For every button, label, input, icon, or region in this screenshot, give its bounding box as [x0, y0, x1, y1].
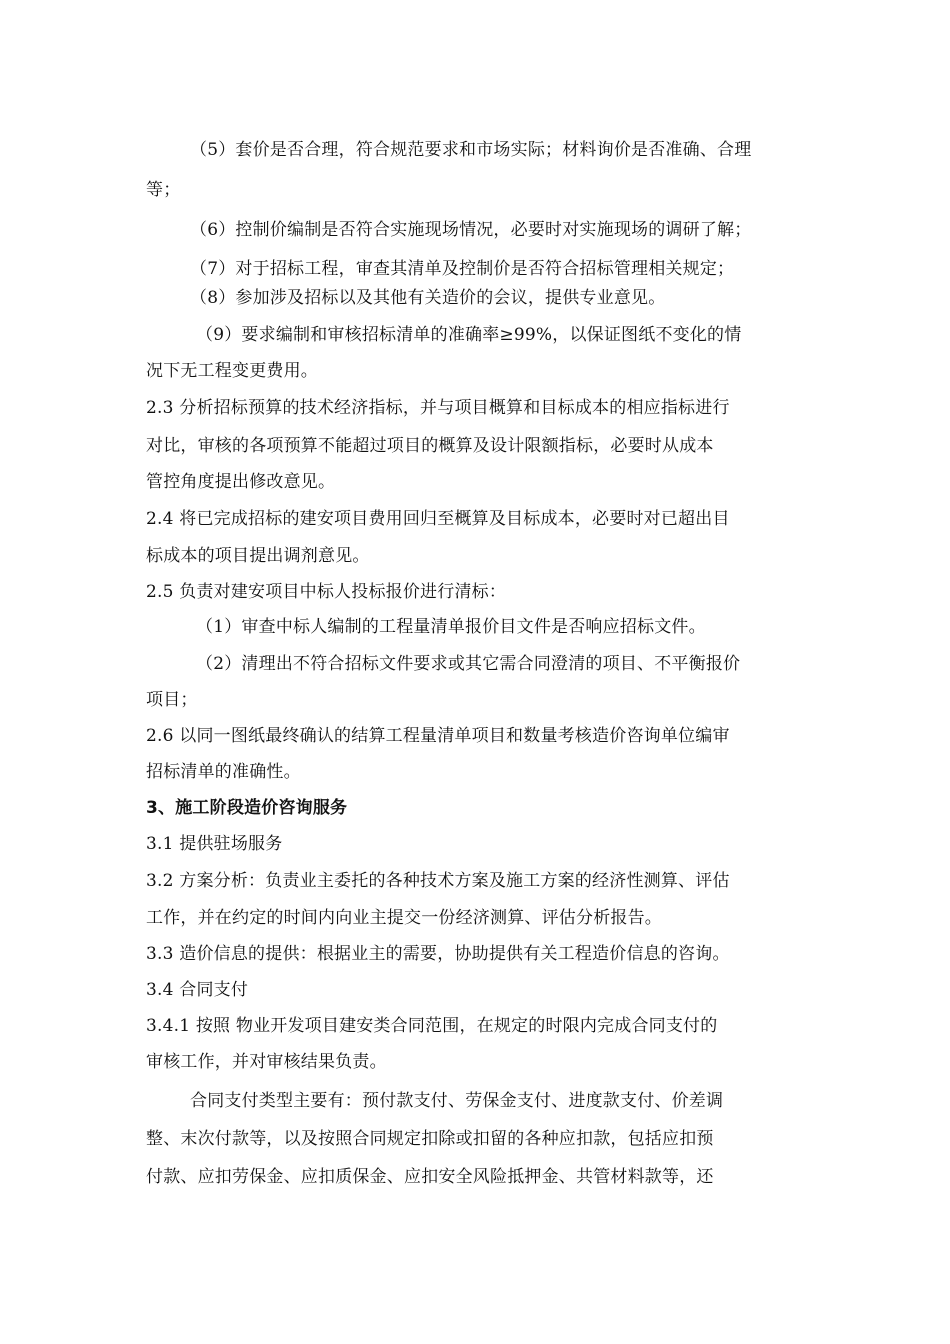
- text-line: 审核工作，并对审核结果负责。: [146, 1052, 387, 1072]
- text-line: 招标清单的准确性。: [146, 762, 301, 782]
- text-line: （9）要求编制和审核招标清单的准确率≥99%，以保证图纸不变化的情: [196, 325, 742, 345]
- text-line: 3.4.1 按照 物业开发项目建安类合同范围，在规定的时限内完成合同支付的: [146, 1016, 718, 1036]
- section-heading: 3、施工阶段造价咨询服务: [146, 798, 348, 818]
- text-line: 3.4 合同支付: [146, 980, 249, 1000]
- text-line: 项目；: [146, 690, 198, 710]
- text-line: 3.2 方案分析：负责业主委托的各种技术方案及施工方案的经济性测算、评估: [146, 871, 730, 891]
- text-line: （2）清理出不符合招标文件要求或其它需合同澄清的项目、不平衡报价: [196, 654, 741, 674]
- text-line: 3.1 提供驻场服务: [146, 834, 283, 854]
- text-line: 付款、应扣劳保金、应扣质保金、应扣安全风险抵押金、共管材料款等，还: [146, 1167, 714, 1187]
- text-line: 3.3 造价信息的提供：根据业主的需要，协助提供有关工程造价信息的咨询。: [146, 944, 730, 964]
- text-line: （7）对于招标工程，审查其清单及控制价是否符合招标管理相关规定；: [190, 259, 735, 279]
- text-line: 2.6 以同一图纸最终确认的结算工程量清单项目和数量考核造价咨询单位编审: [146, 726, 730, 746]
- text-line: 管控角度提出修改意见。: [146, 472, 336, 492]
- text-line: 2.4 将已完成招标的建安项目费用回归至概算及目标成本，必要时对已超出目: [146, 509, 730, 529]
- text-line: 等；: [146, 180, 181, 200]
- text-line: （6）控制价编制是否符合实施现场情况，必要时对实施现场的调研了解；: [190, 220, 752, 240]
- text-line: （1）审查中标人编制的工程量清单报价目文件是否响应招标文件。: [196, 617, 706, 637]
- text-line: 标成本的项目提出调剂意见。: [146, 546, 370, 566]
- text-line: （5）套价是否合理，符合规范要求和市场实际；材料询价是否准确、合理: [190, 140, 752, 160]
- text-line: 2.3 分析招标预算的技术经济指标，并与项目概算和目标成本的相应指标进行: [146, 398, 730, 418]
- text-line: （8）参加涉及招标以及其他有关造价的会议，提供专业意见。: [190, 288, 666, 308]
- text-line: 况下无工程变更费用。: [146, 361, 318, 381]
- text-line: 整、末次付款等，以及按照合同规定扣除或扣留的各种应扣款，包括应扣预: [146, 1129, 714, 1149]
- text-line: 合同支付类型主要有：预付款支付、劳保金支付、进度款支付、价差调: [190, 1091, 724, 1111]
- text-line: 2.5 负责对建安项目中标人投标报价进行清标：: [146, 582, 507, 602]
- text-line: 工作，并在约定的时间内向业主提交一份经济测算、评估分析报告。: [146, 908, 662, 928]
- text-line: 对比，审核的各项预算不能超过项目的概算及设计限额指标，必要时从成本: [146, 436, 714, 456]
